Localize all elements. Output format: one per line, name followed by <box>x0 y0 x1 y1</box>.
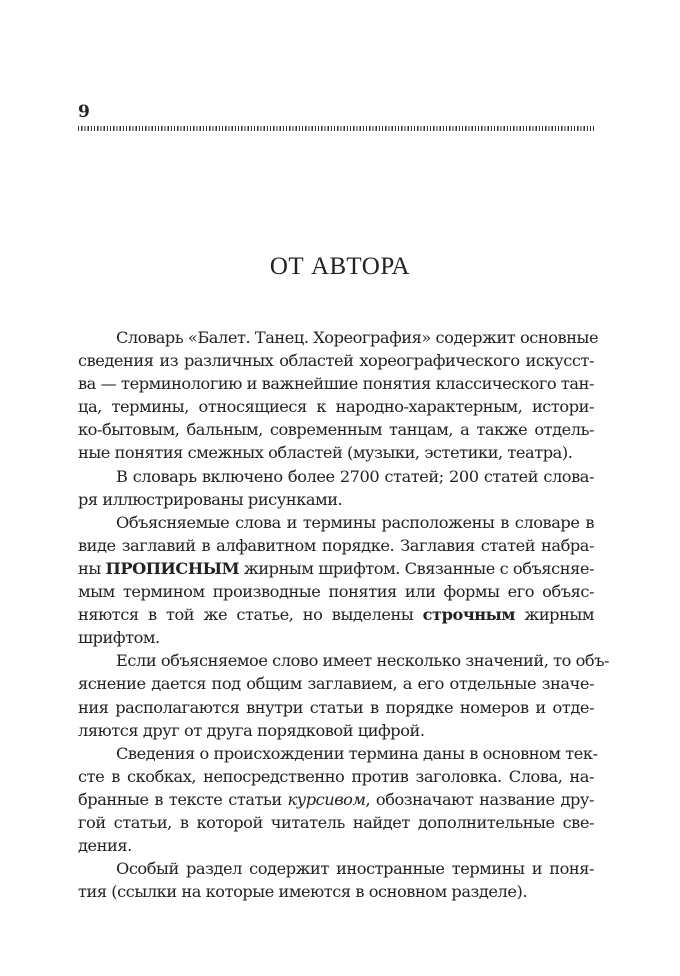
text-line <box>78 672 594 695</box>
text-segment: Словарь «Балет. Танец. Хореография» содержит основные <box>116 328 599 347</box>
text-segment: ные понятия смежных областей (музыки, эстетики, театра). <box>78 443 573 463</box>
text-line <box>78 580 594 603</box>
text-line <box>78 511 594 534</box>
paragraph <box>78 857 594 903</box>
header-dotted-rule <box>78 126 594 131</box>
text-segment: шрифтом. <box>78 628 160 648</box>
text-segment: ва — терминологию и важнейшие понятия классического тан- <box>78 374 594 394</box>
text-line <box>78 857 594 880</box>
bold-text: строчным <box>422 605 516 625</box>
text-segment: дения. <box>78 836 132 856</box>
text-segment: сте в скобках, непосредственно против заголовка. Слова, на- <box>78 766 594 786</box>
text-segment: Объясняемые слова и термины расположены в словаре в <box>116 512 594 532</box>
text-line <box>78 372 594 395</box>
paragraph <box>78 465 594 511</box>
text-segment: , обозначают название дру- <box>365 789 594 809</box>
text-line <box>78 811 594 834</box>
text-segment: бранные в тексте статьи <box>78 789 288 809</box>
text-segment: яснение дается под общим заглавием, а его отдельные значе- <box>78 674 594 694</box>
text-segment: гой статьи, в которой читатель найдет дополнительные све- <box>78 812 594 832</box>
text-segment: мым термином производные понятия или формы его объяс- <box>78 582 594 602</box>
chapter-title: ОТ АВТОРА <box>269 253 411 280</box>
page-number: 9 <box>78 102 90 122</box>
paragraph <box>78 742 598 857</box>
paragraph <box>78 649 610 741</box>
text-line <box>78 557 594 580</box>
text-line <box>78 880 594 903</box>
text-segment: тия (ссылки на которые имеются в основном разделе). <box>78 882 528 902</box>
text-line <box>78 326 599 349</box>
text-segment: няются в той же статье, но выделены <box>78 605 423 625</box>
text-line <box>78 719 594 742</box>
text-line <box>78 788 594 811</box>
text-segment: ко-бытовым, бальным, современным танцам, а также отдель- <box>78 420 594 440</box>
text-line <box>78 649 610 672</box>
text-line <box>78 395 594 418</box>
text-segment: жирным <box>515 605 594 625</box>
text-line <box>78 626 594 649</box>
text-line <box>78 488 594 511</box>
text-line <box>78 349 594 372</box>
text-segment: В словарь включено более 2700 статей; 200 статей слова- <box>116 466 594 486</box>
bold-text: ПРОПИСНЫМ <box>105 558 240 578</box>
text-line <box>78 696 594 719</box>
text-segment: ца, термины, относящиеся к народно-характерным, истори- <box>78 397 594 417</box>
text-segment: ляются друг от друга порядковой цифрой. <box>78 720 425 740</box>
body-text <box>78 326 610 903</box>
text-line <box>78 603 594 626</box>
text-line <box>78 441 594 464</box>
paragraph <box>78 326 599 465</box>
text-segment: Если объясняемое слово имеет несколько значений, то объ- <box>116 651 610 671</box>
text-line <box>78 834 594 857</box>
text-segment: ния располагаются внутри статьи в порядке номеров и отде- <box>78 697 594 717</box>
text-segment: жирным шрифтом. Связанные с объясняе- <box>239 558 594 578</box>
paragraph <box>78 511 594 650</box>
text-segment: Особый раздел содержит иностранные термины и поня- <box>116 859 594 879</box>
text-line <box>78 765 594 788</box>
text-line <box>78 742 598 765</box>
text-line <box>78 465 594 488</box>
text-segment: сведения из различных областей хореографического искусст- <box>78 351 594 371</box>
text-line <box>78 534 594 557</box>
italic-text: курсивом <box>287 789 366 809</box>
text-segment: ря иллюстрированы рисунками. <box>78 489 343 509</box>
text-segment: Сведения о происхождении термина даны в основном тек- <box>116 743 598 763</box>
text-line <box>78 418 594 441</box>
text-segment: ны <box>78 558 106 578</box>
text-segment: виде заглавий в алфавитном порядке. Заглавия статей набра- <box>78 535 594 555</box>
